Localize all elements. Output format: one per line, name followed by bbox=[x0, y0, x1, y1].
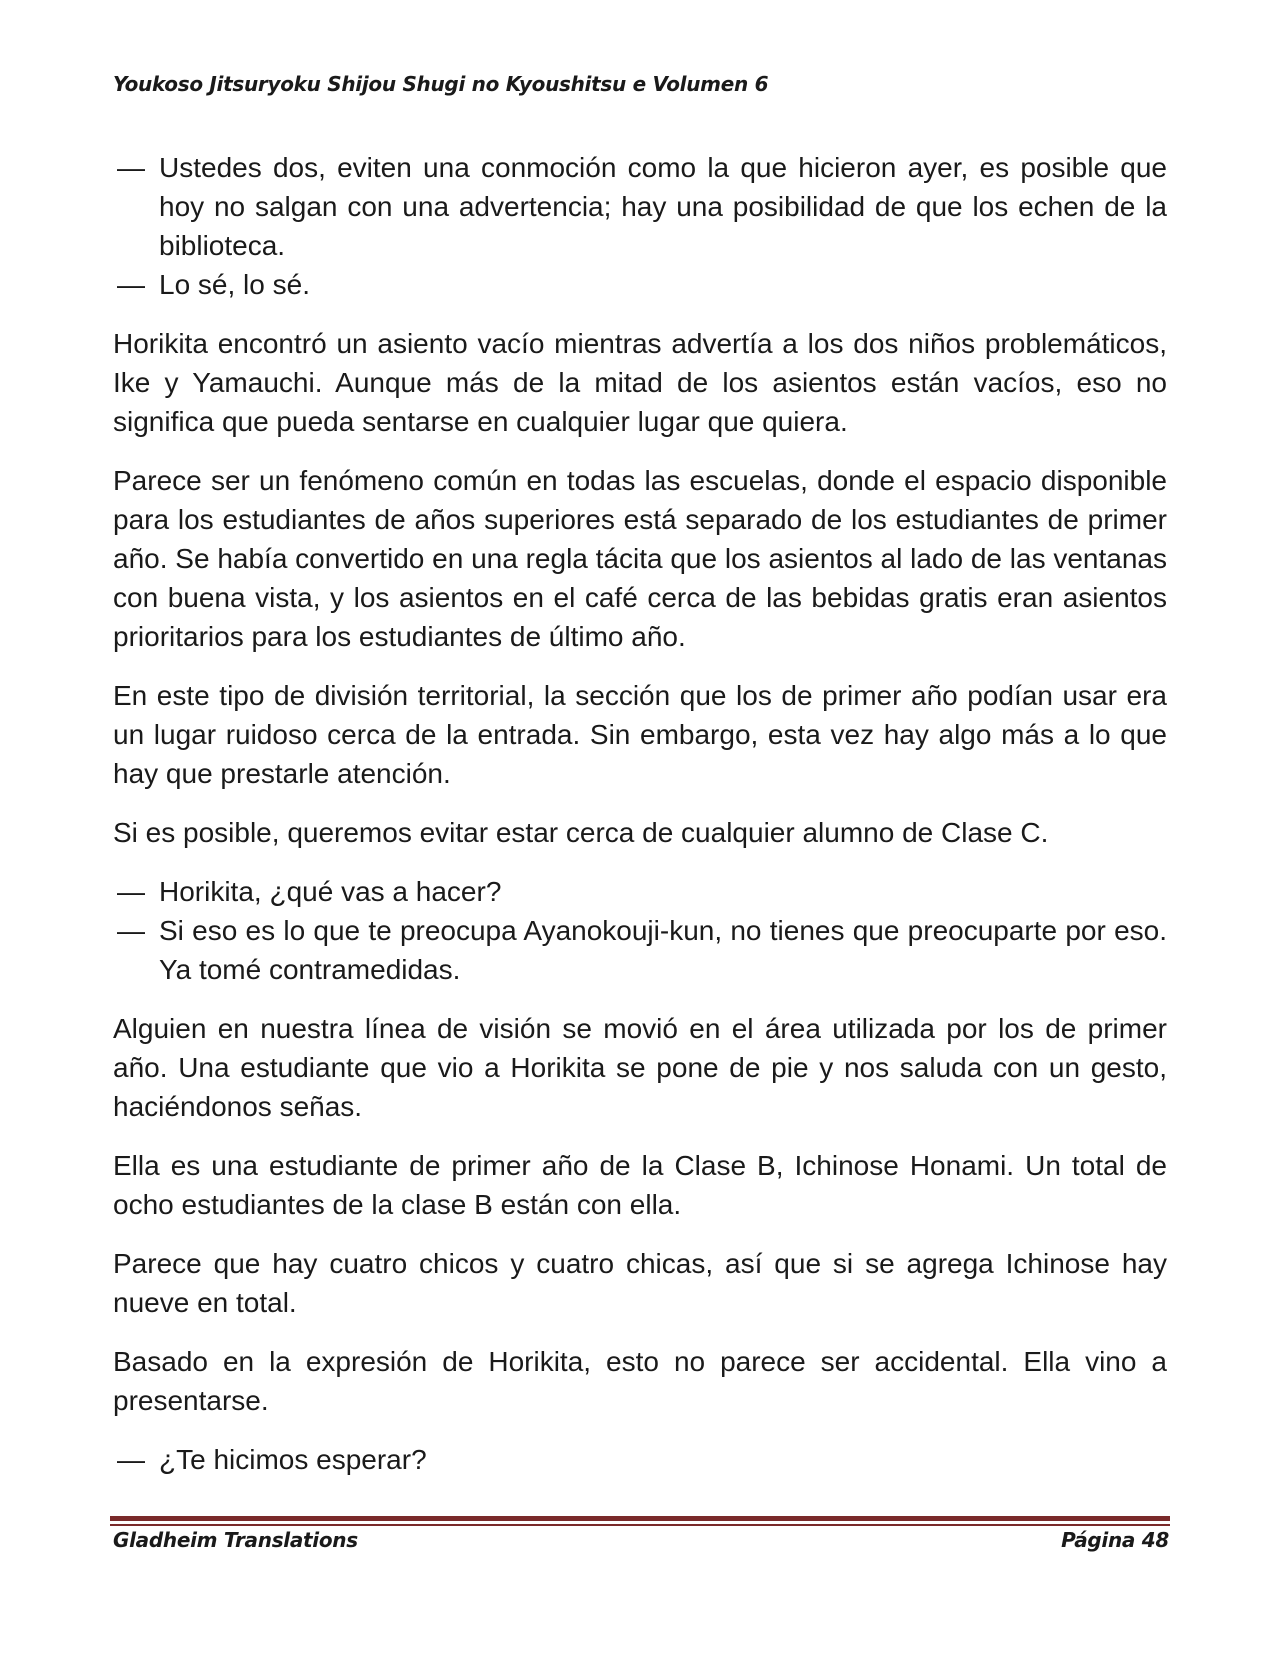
em-dash: — bbox=[117, 152, 145, 183]
em-dash: — bbox=[117, 876, 145, 907]
paragraph: Ella es una estudiante de primer año de la Clase B, Ichinose Honami. Un total de ocho estudiantes de la clase B están con ella. bbox=[113, 1150, 1167, 1220]
dialogue-line bbox=[113, 872, 1167, 911]
running-header-title: Youkoso Jitsuryoku Shijou Shugi no Kyoushitsu e Volumen 6 bbox=[113, 72, 769, 96]
footer-divider-thick bbox=[110, 1516, 1170, 1521]
em-dash: — bbox=[117, 1444, 145, 1475]
dialogue-text: Horikita, ¿qué vas a hacer? bbox=[159, 876, 502, 907]
paragraph: Si es posible, queremos evitar estar cerca de cualquier alumno de Clase C. bbox=[113, 817, 1049, 848]
paragraph: Parece que hay cuatro chicos y cuatro chicas, así que si se agrega Ichinose hay nueve en total. bbox=[113, 1248, 1167, 1318]
dialogue-line bbox=[113, 265, 1167, 304]
dialogue-text: Si eso es lo que te preocupa Ayanokouji-kun, no tienes que preocuparte por eso. Ya tomé contramedidas. bbox=[159, 915, 1167, 985]
dialogue-text: ¿Te hicimos esperar? bbox=[159, 1444, 427, 1475]
dialogue-line bbox=[113, 148, 1167, 265]
paragraph: Parece ser un fenómeno común en todas las escuelas, donde el espacio disponible para los estudiantes de años superiores está separado de los estudiantes de primer año. Se había convertido en una regla tácita que los asientos al lado de las ventanas con buena vista, y los asientos en el café cerca de las bebidas gratis eran asientos prioritarios para los estudiantes de último año. bbox=[113, 465, 1167, 652]
footer-divider-thin bbox=[110, 1524, 1170, 1526]
dialogue-line bbox=[113, 1440, 1167, 1479]
paragraph: Basado en la expresión de Horikita, esto no parece ser accidental. Ella vino a presentarse. bbox=[113, 1346, 1167, 1416]
dialogue-group bbox=[113, 872, 1167, 989]
paragraph: Horikita encontró un asiento vacío mientras advertía a los dos niños problemáticos, Ike y Yamauchi. Aunque más de la mitad de los asientos están vacíos, eso no significa que pueda sentarse en cualquier lugar que quiera. bbox=[113, 328, 1167, 437]
paragraph: En este tipo de división territorial, la sección que los de primer año podían usar era un lugar ruidoso cerca de la entrada. Sin embargo, esta vez hay algo más a lo que hay que prestarle atención. bbox=[113, 680, 1167, 789]
dialogue-text: Lo sé, lo sé. bbox=[159, 269, 310, 300]
em-dash: — bbox=[117, 915, 145, 946]
dialogue-text: Ustedes dos, eviten una conmoción como la que hicieron ayer, es posible que hoy no salgan con una advertencia; hay una posibilidad de que los echen de la biblioteca. bbox=[159, 152, 1167, 261]
dialogue-group bbox=[113, 148, 1167, 304]
dialogue-line bbox=[113, 911, 1167, 989]
em-dash: — bbox=[117, 269, 145, 300]
paragraph: Alguien en nuestra línea de visión se movió en el área utilizada por los de primer año. Una estudiante que vio a Horikita se pone de pie y nos saluda con un gesto, haciéndonos señas. bbox=[113, 1013, 1167, 1122]
dialogue-group bbox=[113, 1440, 1167, 1479]
page-body bbox=[113, 148, 1167, 1499]
footer-page-number: Página 48 bbox=[1061, 1528, 1169, 1552]
footer-translator-credit: Gladheim Translations bbox=[113, 1528, 358, 1552]
